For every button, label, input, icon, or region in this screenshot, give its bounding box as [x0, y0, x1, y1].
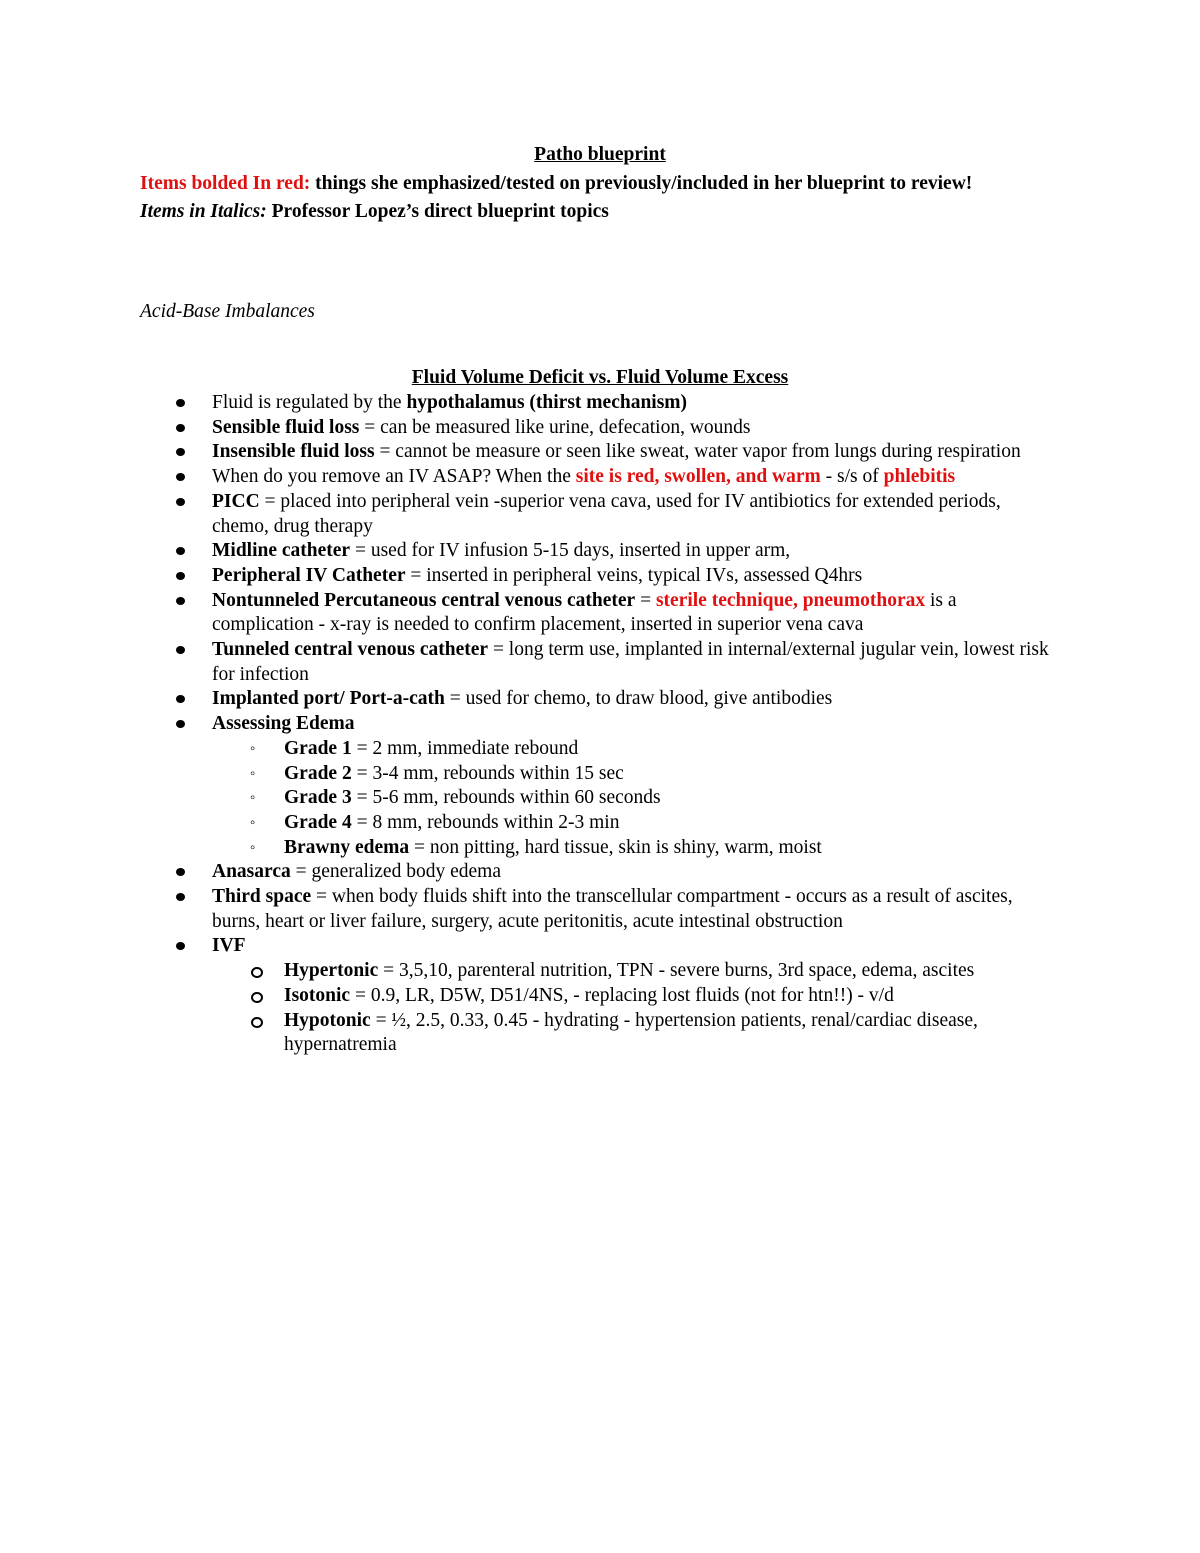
bullet-icon: [176, 473, 185, 481]
sub-bullet-icon: ◦: [250, 839, 256, 856]
item-bold: Grade 4: [284, 811, 352, 833]
item-bold: Third space: [212, 886, 312, 908]
item-text: Fluid is regulated by the: [212, 392, 407, 413]
item-bold: Insensible fluid loss: [212, 441, 375, 463]
section-heading-fluid: Fluid Volume Deficit vs. Fluid Volume Excess: [411, 367, 789, 388]
legend-red-label: Items bolded In red:: [140, 173, 311, 194]
item-text: = can be measured like urine, defecation, wounds: [359, 416, 751, 438]
item-text: = long term use, implanted in internal/external jugular vein, lowest risk for infection: [212, 639, 1049, 685]
item-bold: PICC: [212, 490, 260, 512]
item-red: site is red, swollen, and warm: [575, 466, 821, 488]
list-item: [140, 539, 1060, 564]
bullet-icon: [176, 572, 185, 580]
list-item: [140, 465, 1060, 490]
sub-bullet-icon: ◦: [250, 790, 256, 807]
item-text: = 5-6 mm, rebounds within 60 seconds: [351, 787, 661, 809]
item-text: = generalized body edema: [290, 861, 501, 883]
item-bold: Brawny edema: [284, 836, 410, 858]
sub-list-item: [212, 984, 1060, 1009]
item-bold: IVF: [212, 935, 246, 957]
item-text: = 3,5,10, parenteral nutrition, TPN - severe burns, 3rd space, edema, ascites: [378, 960, 975, 982]
sub-list-item: [212, 811, 1060, 836]
legend-red-text: things she emphasized/tested on previously/included in her blueprint to review!: [310, 173, 973, 194]
bullet-icon: [176, 893, 185, 901]
edema-sub-list: [212, 737, 1060, 861]
bullet-icon: [176, 720, 185, 728]
item-text: = placed into peripheral vein -superior vena cava, used for IV antibiotics for extended periods, chemo, drug therapy: [212, 490, 1001, 537]
bullet-icon: [176, 448, 185, 456]
list-item: [140, 638, 1060, 687]
item-text: - s/s of: [820, 466, 884, 488]
item-text: When do you remove an IV ASAP? When the: [212, 466, 576, 488]
legend-italic-label: Items in Italics:: [140, 201, 267, 222]
sub-list-item: [212, 959, 1060, 984]
section-heading-acid-base: Acid-Base Imbalances: [140, 301, 315, 322]
item-text: = 0.9, LR, D5W, D51/4NS, - replacing lost fluids (not for htn!!) - v/d: [350, 984, 894, 1006]
sub-list-item: [212, 836, 1060, 861]
bullet-icon: [176, 868, 185, 876]
bullet-icon: [176, 399, 185, 407]
item-text: = non pitting, hard tissue, skin is shiny, warm, moist: [409, 836, 822, 858]
sub-list-item: [212, 737, 1060, 762]
item-bold: Implanted port/ Port-a-cath: [212, 688, 445, 710]
item-bold: Nontunneled Percutaneous central venous catheter: [212, 589, 636, 611]
legend-italic-text: Professor Lopez’s direct blueprint topics: [266, 201, 609, 222]
item-bold: hypothalamus (thirst mechanism): [406, 392, 688, 413]
item-bold: Grade 3: [284, 787, 352, 809]
list-item: [140, 885, 1060, 934]
item-text: = 3-4 mm, rebounds within 15 sec: [351, 762, 624, 784]
item-text: = used for chemo, to draw blood, give antibodies: [444, 688, 833, 710]
item-red: phlebitis: [883, 466, 956, 488]
sub-bullet-icon: ◦: [250, 765, 256, 782]
legend: [140, 170, 1040, 226]
list-item: [140, 712, 1060, 860]
list-item: [140, 589, 1060, 638]
list-item: [140, 934, 1060, 1058]
item-bold: Tunneled central venous catheter: [212, 639, 489, 661]
list-item: [140, 391, 1060, 416]
bullet-icon: [176, 695, 185, 703]
main-bullet-list: [140, 391, 1060, 1058]
item-red: sterile technique, pneumothorax: [655, 589, 926, 611]
bullet-icon: [176, 424, 185, 432]
sub-bullet-icon: ◦: [250, 740, 256, 757]
item-text: = ½, 2.5, 0.33, 0.45 - hydrating - hypertension patients, renal/cardiac disease, hypernatremia: [284, 1009, 978, 1056]
list-item: [140, 490, 1060, 539]
item-text: = inserted in peripheral veins, typical IVs, assessed Q4hrs: [405, 564, 863, 586]
sub-list-item: [212, 786, 1060, 811]
bullet-icon: [176, 646, 185, 654]
ivf-sub-list: [212, 959, 1060, 1058]
bullet-icon: [176, 547, 185, 555]
item-text: = 2 mm, immediate rebound: [351, 737, 579, 759]
item-bold: Hypertonic: [284, 960, 379, 982]
item-bold: Assessing Edema: [212, 713, 355, 735]
item-text: = cannot be measure or seen like sweat, water vapor from lungs during respiration: [374, 441, 1021, 463]
sub-list-item: [212, 1009, 1060, 1058]
bullet-icon: [176, 498, 185, 506]
item-bold: Anasarca: [212, 861, 291, 883]
circle-bullet-icon: [251, 1017, 263, 1028]
item-bold: Sensible fluid loss: [212, 416, 360, 438]
item-text: = 8 mm, rebounds within 2-3 min: [351, 811, 620, 833]
list-item: [140, 440, 1060, 465]
page-title: Patho blueprint: [534, 144, 666, 165]
circle-bullet-icon: [251, 967, 263, 978]
item-bold: Isotonic: [284, 984, 351, 1006]
list-item: [140, 687, 1060, 712]
item-bold: Midline catheter: [212, 540, 351, 562]
bullet-icon: [176, 597, 185, 605]
item-bold: Grade 2: [284, 762, 352, 784]
item-text: = used for IV infusion 5-15 days, inserted in upper arm,: [350, 540, 791, 562]
circle-bullet-icon: [251, 992, 263, 1003]
item-text: =: [635, 589, 656, 611]
item-bold: Peripheral IV Catheter: [212, 564, 406, 586]
item-text: is a complication - x-ray is needed to confirm placement, inserted in superior vena cava: [212, 589, 957, 636]
item-bold: Grade 1: [284, 737, 352, 759]
item-text: = when body fluids shift into the transcellular compartment - occurs as a result of ascites, burns, heart or liver failure, surgery, acute peritonitis, acute intestinal obstruction: [212, 886, 1013, 932]
list-item: [140, 416, 1060, 441]
sub-bullet-icon: ◦: [250, 814, 256, 831]
bullet-icon: [176, 942, 185, 950]
list-item: [140, 564, 1060, 589]
sub-list-item: [212, 762, 1060, 787]
list-item: [140, 860, 1060, 885]
item-bold: Hypotonic: [284, 1009, 371, 1031]
